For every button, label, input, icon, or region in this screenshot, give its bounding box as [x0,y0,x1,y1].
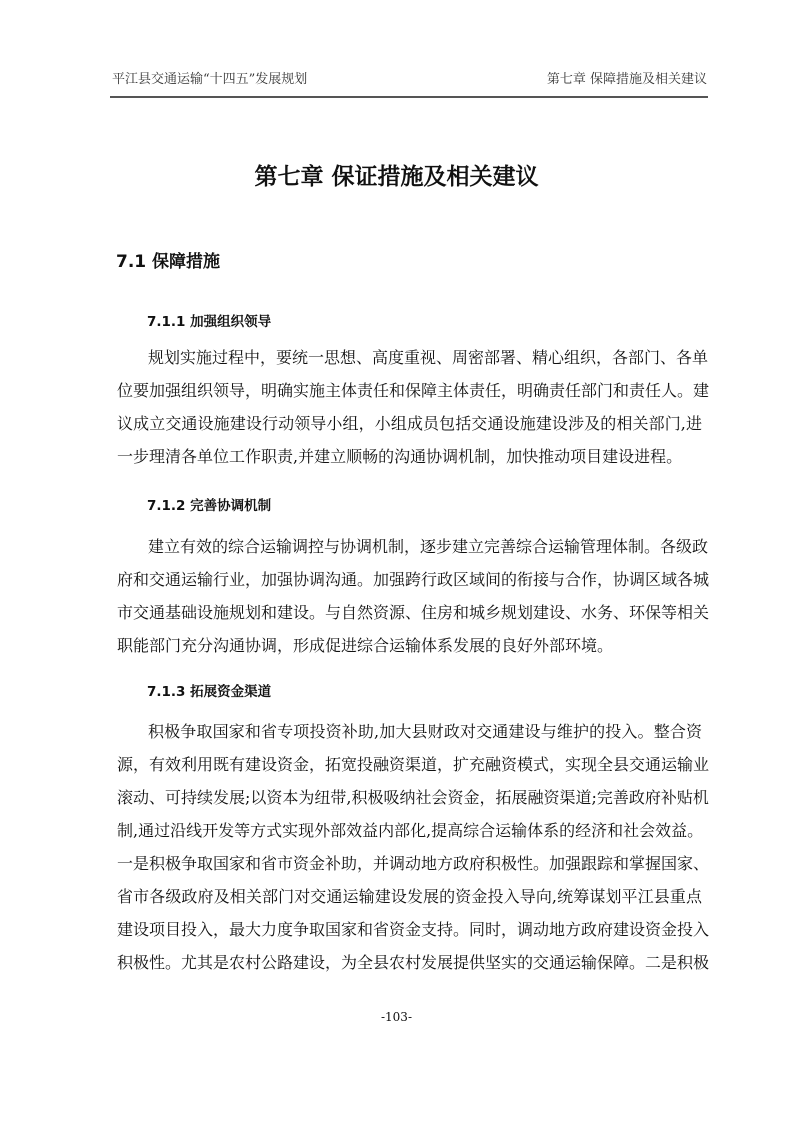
paragraph-7-1-2 [117,530,710,662]
chapter-title: 第七章 保证措施及相关建议 [254,164,539,190]
page-number: -103- [380,1010,412,1024]
subsection-title-7-1-2: 7.1.2 完善协调机制 [147,498,272,514]
text-line: 省市各级政府及相关部门对交通运输建设发展的资金投入导向,统筹谋划平江县重点 [117,887,702,906]
text-line: 市交通基础设施规划和建设。与自然资源、住房和城乡规划建设、水务、环保等相关 [117,603,710,622]
text-line: 职能部门充分沟通协调，形成促进综合运输体系发展的良好外部环境。 [117,636,614,655]
text-line: 一步理清各单位工作职责,并建立顺畅的沟通协调机制，加快推动项目建设进程。 [117,447,683,466]
text-line: 一是积极争取国家和省市资金补助，并调动地方政府积极性。加强跟踪和掌握国家、 [117,854,710,873]
text-line: 积极性。尤其是农村公路建设，为全县农村发展提供坚实的交通运输保障。二是积极 [117,953,710,972]
subsection-title-7-1-1: 7.1.1 加强组织领导 [147,314,272,330]
section-title: 7.1 保障措施 [116,252,221,272]
text-line: 滚动、可持续发展;以资本为纽带,积极吸纳社会资金，拓展融资渠道;完善政府补贴机 [117,788,709,807]
text-line: 建立有效的综合运输调控与协调机制，逐步建立完善综合运输管理体制。各级政 [148,537,709,556]
text-line: 源，有效利用既有建设资金，拓宽投融资渠道，扩充融资模式，实现全县交通运输业 [117,755,710,774]
text-line: 位要加强组织领导，明确实施主体责任和保障主体责任，明确责任部门和责任人。建 [117,381,710,400]
text-line: 制,通过沿线开发等方式实现外部效益内部化,提高综合运输体系的经济和社会效益。 [117,821,704,840]
text-line: 规划实施过程中，要统一思想、高度重视、周密部署、精心组织，各部门、各单 [148,348,709,367]
subsection-title-7-1-3: 7.1.3 拓展资金渠道 [147,684,272,700]
header-divider [110,96,708,98]
paragraph-7-1-3 [117,715,710,979]
text-line: 积极争取国家和省专项投资补助,加大县财政对交通建设与维护的投入。整合资 [148,722,702,741]
running-header-left: 平江县交通运输“十四五”发展规划 [112,72,308,87]
running-header-right: 第七章 保障措施及相关建议 [546,72,707,87]
paragraph-7-1-1 [117,341,710,473]
text-line: 议成立交通设施建设行动领导小组，小组成员包括交通设施建设涉及的相关部门,进 [117,414,702,433]
text-line: 建设项目投入，最大力度争取国家和省资金支持。同时，调动地方政府建设资金投入 [117,920,710,939]
text-line: 府和交通运输行业，加强协调沟通。加强跨行政区域间的衔接与合作，协调区域各城 [117,570,710,589]
